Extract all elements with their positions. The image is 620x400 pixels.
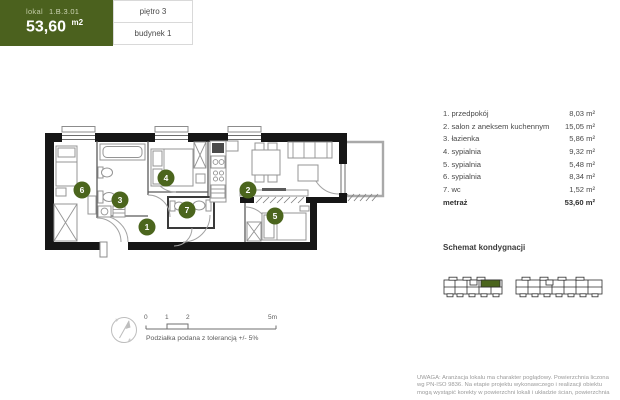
scale-tolerance-note: Podziałka podana z tolerancją +/- 5%	[146, 335, 259, 342]
room-area: 5,48 m²	[569, 159, 595, 169]
total-area: 53,60 m²	[564, 197, 595, 207]
north-arrow-icon	[106, 312, 142, 348]
room-area: 5,86 m²	[569, 134, 595, 144]
room-list	[443, 108, 595, 210]
entrance-door	[100, 216, 128, 257]
room-area: 8,34 m²	[569, 172, 595, 182]
floor-cell	[113, 0, 193, 23]
unit-area-value: 53,60	[26, 18, 67, 36]
total-label: metraż	[443, 197, 468, 207]
room-marker-1	[139, 219, 156, 236]
room-list-row	[443, 133, 595, 146]
room-list-total-row	[443, 197, 595, 210]
room-list-row	[443, 171, 595, 184]
room-list-row	[443, 146, 595, 159]
schematic-building-left	[444, 277, 502, 297]
room-marker-7	[179, 202, 196, 219]
schematic-highlighted-unit	[481, 280, 500, 287]
room-marker-2	[240, 182, 257, 199]
room-name: 4. sypialnia	[443, 147, 481, 157]
unit-area-unit-sup: 2	[78, 18, 84, 27]
room-list-row	[443, 184, 595, 197]
window-room6	[62, 127, 95, 145]
building-label: budynek 1	[134, 29, 172, 38]
unit-area-unit: m	[71, 18, 79, 27]
room-marker-5	[267, 208, 284, 225]
room-marker-1-label: 1	[144, 222, 150, 233]
room-list-row	[443, 108, 595, 121]
room-marker-3-label: 3	[117, 195, 123, 206]
window-room4	[155, 127, 188, 145]
room-name: 2. salon z aneksem kuchennym	[443, 121, 550, 131]
room-name: 3. łazienka	[443, 134, 480, 144]
room-area: 8,03 m²	[569, 109, 595, 118]
room-name: 1. przedpokój	[443, 109, 489, 118]
disclaimer-text: UWAGA: Aranżacja lokalu ma charakter poglądowy. Powierzchnia liczona wg PN-ISO 9836. Na etapie projektu wykonawczego i realizacji obiektu mogą wystąpić korekty w powierzchni lokali i układzie ścian, powierzchnia	[417, 375, 610, 396]
room-marker-4	[158, 170, 175, 187]
room-list-row	[443, 159, 595, 172]
room-marker-6-label: 6	[79, 185, 85, 196]
lokal-label: lokal	[26, 7, 43, 16]
unit-summary-card	[0, 0, 113, 46]
room-list-row	[443, 121, 595, 134]
room-marker-2-label: 2	[245, 185, 251, 196]
room-marker-7-label: 7	[184, 205, 190, 216]
room-name: 7. wc	[443, 185, 461, 195]
schematic-building-right	[516, 277, 602, 297]
furniture-kitchen	[210, 141, 238, 202]
room-marker-5-label: 5	[272, 211, 278, 222]
room-marker-4-label: 4	[163, 173, 169, 184]
floor-label: piętro 3	[139, 7, 167, 16]
unit-area	[26, 18, 113, 36]
room-area: 9,32 m²	[569, 147, 595, 157]
schemat-title: Schemat kondygnacji	[443, 243, 526, 252]
lokal-value: 1.B.3.01	[48, 7, 80, 16]
scale-bar	[140, 312, 290, 334]
scale-tick-0: 0	[144, 314, 148, 321]
building-cell	[113, 22, 193, 45]
room-name: 6. sypialnia	[443, 172, 481, 182]
room-marker-6	[74, 182, 91, 199]
room-area: 15,05 m²	[565, 121, 595, 131]
room-marker-3	[112, 192, 129, 209]
planned-wall-hatch	[254, 197, 306, 203]
unit-id-line	[26, 7, 113, 16]
room-area: 1,52 m²	[569, 185, 595, 195]
scale-tick-2: 2	[186, 314, 190, 321]
scale-tick-5m: 5m	[268, 314, 278, 321]
scale-tick-1: 1	[165, 314, 169, 321]
room-name: 5. sypialnia	[443, 159, 481, 169]
floor-schematic-icon	[443, 274, 608, 302]
floor-plan	[40, 120, 390, 265]
